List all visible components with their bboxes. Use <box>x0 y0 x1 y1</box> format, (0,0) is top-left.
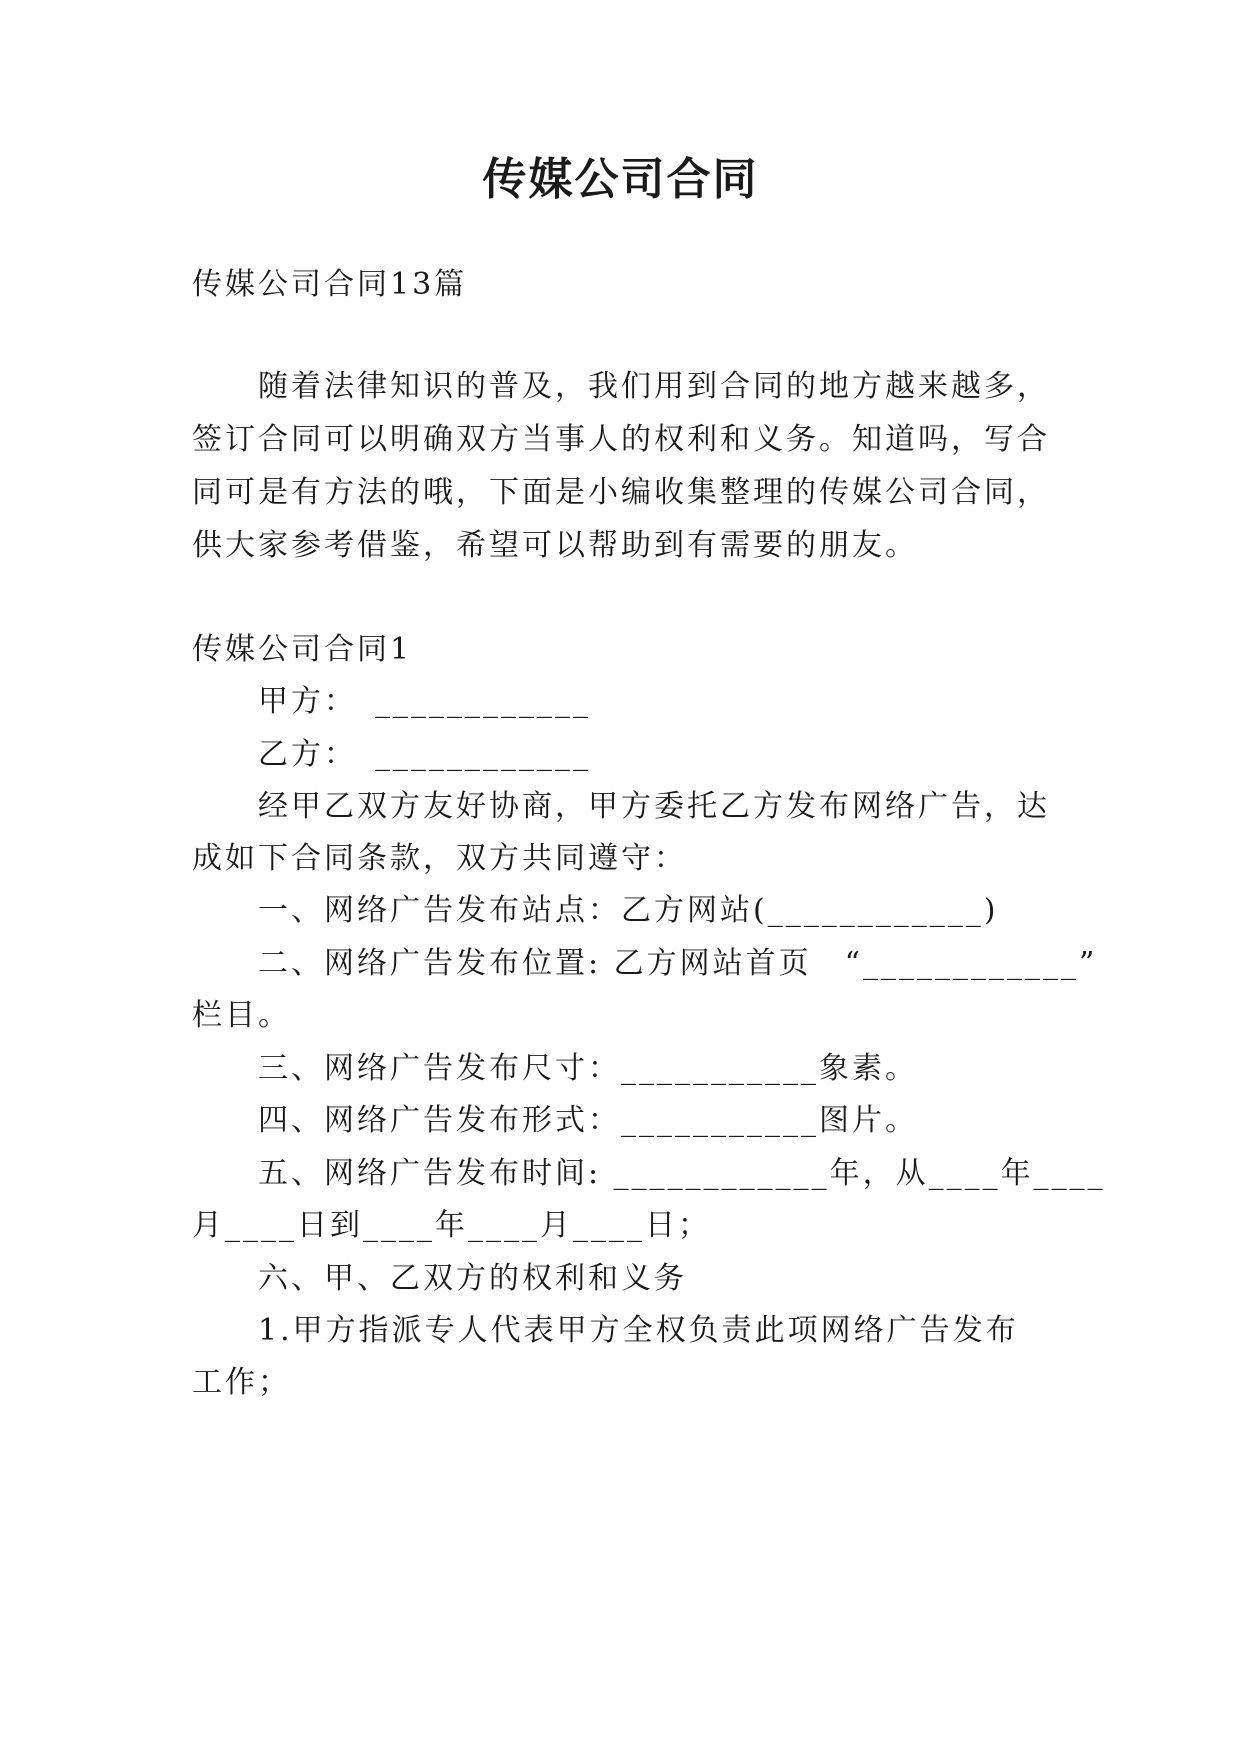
preamble-line-1: 经甲乙双方友好协商，甲方委托乙方发布网络广告，达 <box>258 789 1050 824</box>
preamble-line-2: 成如下合同条款，双方共同遵守： <box>192 841 687 876</box>
clause-5-line-1: 五、网络广告发布时间: ____________年，从____年____ <box>258 1156 1106 1191</box>
intro-line-2: 签订合同可以明确双方当事人的权利和义务。知道吗，写合 <box>192 422 1050 457</box>
clause-6-heading: 六、甲、乙双方的权利和义务 <box>258 1261 687 1296</box>
clause-2-line-1: 二、网络广告发布位置: 乙方网站首页 “____________” <box>258 946 1098 981</box>
party-b-field: 乙方： ____________ <box>258 737 591 772</box>
document-title: 传媒公司合同 <box>482 154 759 205</box>
clause-1: 一、网络广告发布站点：乙方网站(____________) <box>258 893 999 928</box>
section-heading: 传媒公司合同1 <box>192 632 413 667</box>
intro-line-1: 随着法律知识的普及，我们用到合同的地方越来越多， <box>258 369 1050 404</box>
clause-6-1-line-2: 工作； <box>192 1365 291 1400</box>
clause-5-line-2: 月____日到____年____月____日； <box>192 1208 711 1243</box>
intro-line-3: 同可是有方法的哦，下面是小编收集整理的传媒公司合同， <box>192 475 1050 510</box>
clause-3: 三、网络广告发布尺寸：___________象素。 <box>258 1051 918 1086</box>
clause-2-line-2: 栏目。 <box>192 998 291 1033</box>
clause-6-1-line-1: 1.甲方指派专人代表甲方全权负责此项网络广告发布 <box>258 1313 1019 1348</box>
intro-line-4: 供大家参考借鉴，希望可以帮助到有需要的朋友。 <box>192 528 918 563</box>
clause-4: 四、网络广告发布形式：___________图片。 <box>258 1103 918 1138</box>
party-a-field: 甲方： ____________ <box>258 684 591 719</box>
document-subtitle: 传媒公司合同13篇 <box>192 267 468 302</box>
